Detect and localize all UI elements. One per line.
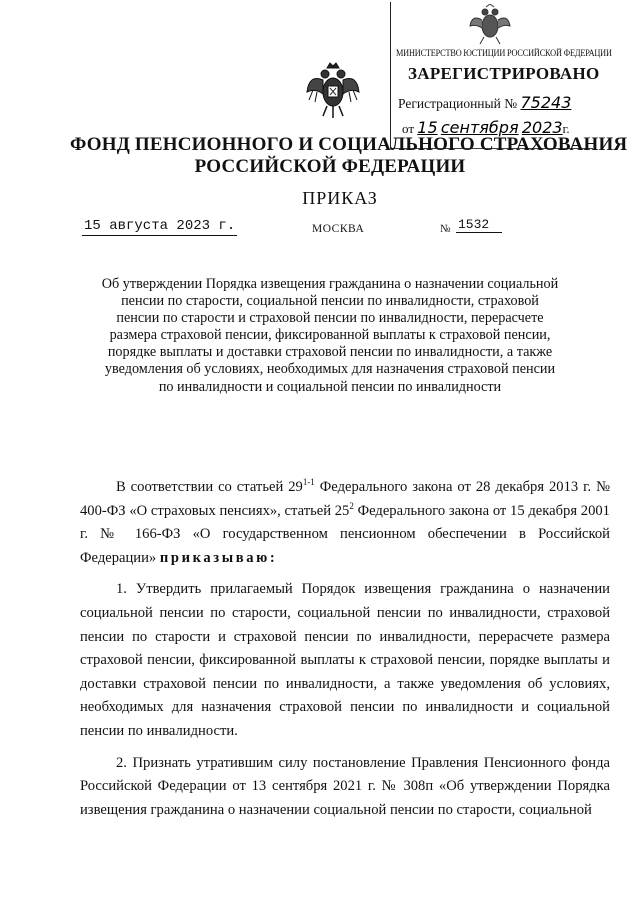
order-body	[80, 476, 610, 822]
stamp-date-prefix: от	[402, 121, 415, 136]
stamp-reg-number-row	[398, 93, 571, 112]
paragraph-item-2: 2. Признать утратившим силу постановление Правления Пенсионного фонда Российской Федерации от 13 сентября 2021 г. № 308п «Об утверждении Порядка извещения гражданина о назначении социальной пенсии по старости, социальной	[80, 754, 610, 818]
preamble-part2: Федерального закона от 28 декабря 2013 г. № 400-ФЗ «О страховых пенсиях», статьей 25	[80, 479, 610, 519]
preamble-part1: В соответствии со статьей 29	[116, 479, 303, 495]
order-city: МОСКВА	[312, 223, 365, 235]
stamp-date-month: сентября	[440, 118, 519, 137]
stamp-reg-number-label: Регистрационный №	[398, 96, 518, 111]
stamp-registered: ЗАРЕГИСТРИРОВАНО	[408, 64, 600, 83]
stamp-date-day: 15	[417, 118, 438, 137]
stamp-date-year: 2023	[521, 118, 563, 137]
preamble-sup2: 2	[349, 500, 354, 511]
order-number-sign: №	[440, 223, 451, 235]
order-title: Об утверждении Порядка извещения гражданина о назначении социальной пенсии по старости, социальной пенсии по инвалидности, страховой пенсии по старости и страховой пенсии по инвалидности, перерасчете размера страховой пенсии, фиксированной выплаты к страховой пенсии, порядке выплаты и доставки страховой пенсии по инвалидности, а также уведомления об условиях, необходимых для назначения страховой пенсии по инвалидности и социальной пенсии по инвалидности	[101, 276, 559, 395]
coat-of-arms-icon	[305, 62, 361, 120]
stamp-emblem-icon	[468, 4, 512, 46]
preamble-part3: Федерального закона от 15 декабря 2001 г. № 166-ФЗ «О государственном пенсионном обеспечении в Российской Федерации»	[80, 502, 610, 566]
stamp-reg-number: 75243	[520, 93, 572, 112]
stamp-ministry: МИНИСТЕРСТВО ЮСТИЦИИ РОССИЙСКОЙ ФЕДЕРАЦИИ	[396, 48, 612, 58]
registration-stamp	[388, 2, 612, 152]
order-number: 1532	[456, 217, 502, 233]
organization-name-line2: РОССИЙСКОЙ ФЕДЕРАЦИИ	[194, 156, 466, 177]
document-type: ПРИКАЗ	[302, 188, 378, 208]
stamp-year-suffix: г.	[562, 121, 570, 136]
organization-name-line1: ФОНД ПЕНСИОННОГО И СОЦИАЛЬНОГО СТРАХОВАНИЯ	[70, 134, 628, 155]
order-date: 15 августа 2023 г.	[84, 218, 236, 234]
paragraph-preamble	[80, 476, 610, 570]
preamble-sup1: 1-1	[302, 477, 315, 488]
order-word: приказываю:	[159, 549, 278, 566]
paragraph-item-1: 1. Утвердить прилагаемый Порядок извещения гражданина о назначении социальной пенсии по старости, социальной пенсии по инвалидности, страховой пенсии по старости и страховой пенсии по инвалидности, перерасчете размера страховой пенсии, фиксированной выплаты к страховой пенсии, порядке выплаты и доставки страховой пенсии по инвалидности, а также уведомления об условиях, необходимых для назначения страховой пенсии по инвалидности и социальной пенсии по инвалидности.	[80, 581, 610, 739]
